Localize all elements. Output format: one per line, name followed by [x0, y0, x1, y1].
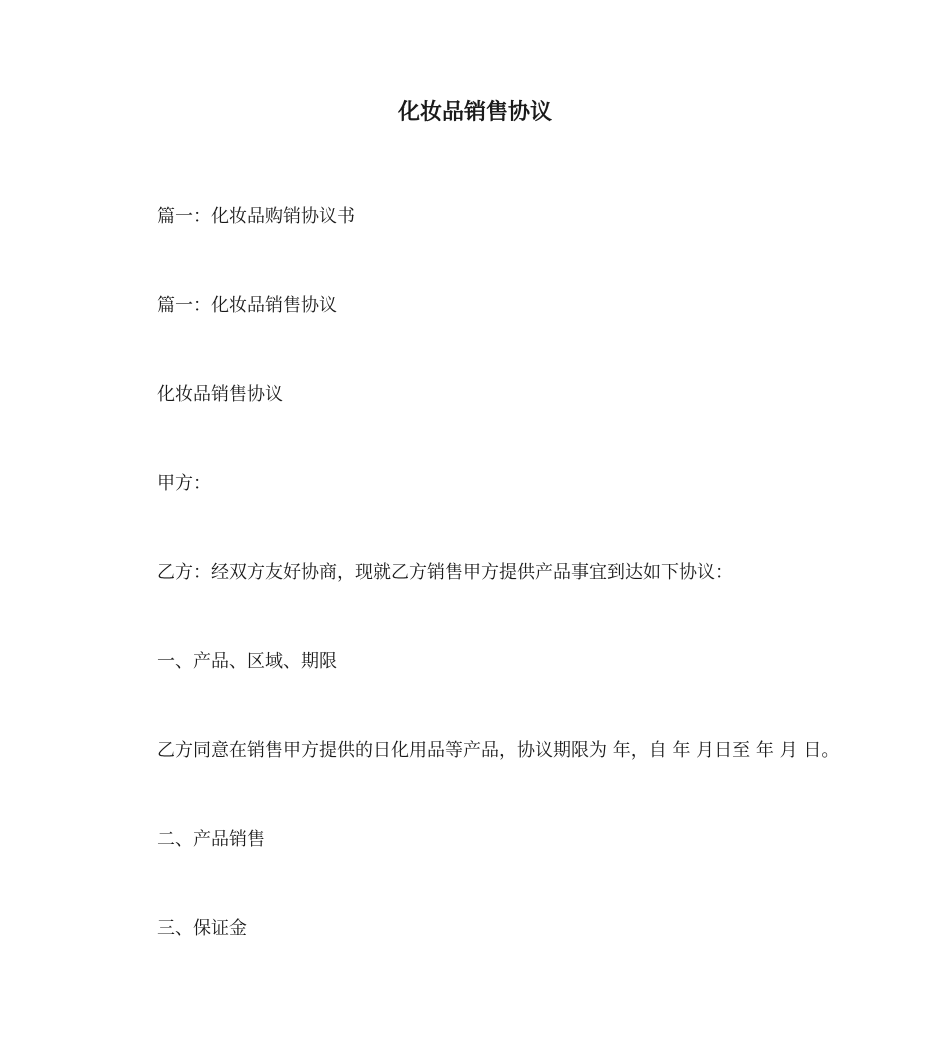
section-heading-part-one: 篇一：化妆品购销协议书 — [157, 206, 355, 227]
section-heading-part-one-alt: 篇一：化妆品销售协议 — [157, 295, 337, 316]
clause-heading-3: 三、保证金 — [157, 918, 247, 939]
agreement-name: 化妆品销售协议 — [157, 384, 283, 405]
document-title: 化妆品销售协议 — [397, 100, 552, 125]
clause-heading-1: 一、产品、区域、期限 — [157, 651, 337, 672]
party-b-line: 乙方：经双方友好协商，现就乙方销售甲方提供产品事宜到达如下协议： — [157, 562, 733, 583]
clause-1-body: 乙方同意在销售甲方提供的日化用品等产品，协议期限为 年，自 年 月日至 年 月 日。 — [157, 740, 840, 761]
clause-heading-2: 二、产品销售 — [157, 829, 265, 850]
party-a-line: 甲方： — [157, 473, 211, 494]
